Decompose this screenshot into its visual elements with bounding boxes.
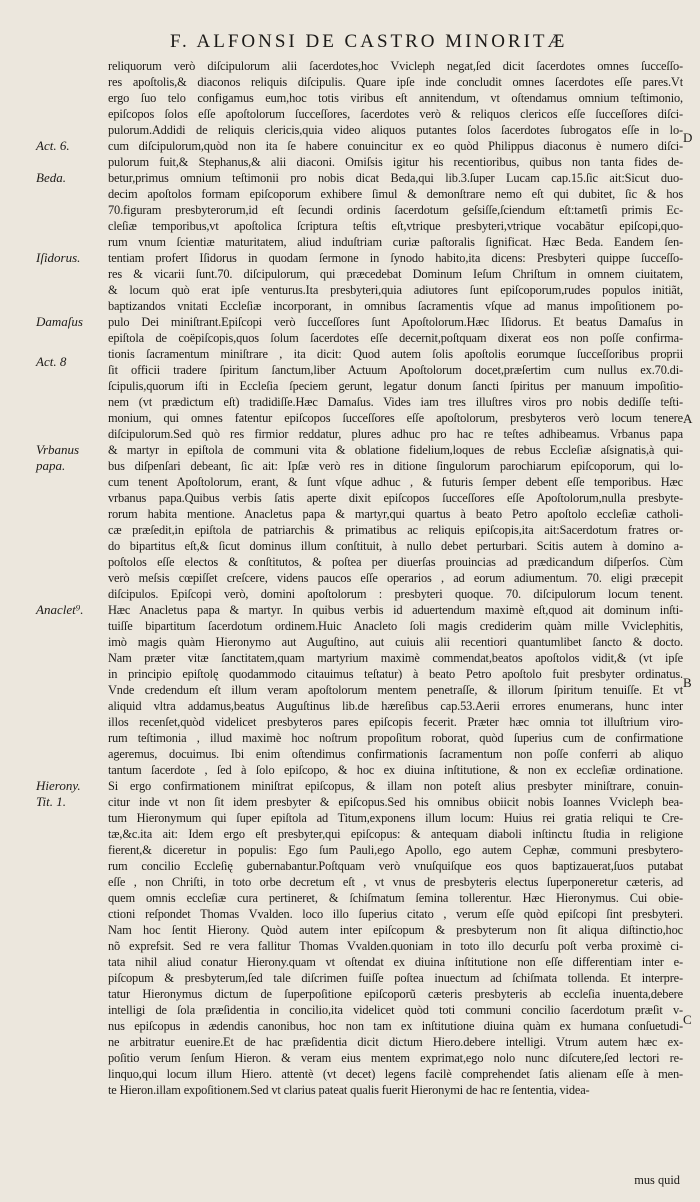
- text-line: piſcopum & presbyterum,ſed tale diſcrimen fuiſſe poſtea inuectum ad ſchiſmata tollenda. Et interpre-: [108, 971, 683, 985]
- text-line: eſſe , non Chriſti, in toto orbe decretum eſt , vt vnus de presbyteris electus ſuperponeretur cæteris, ad: [108, 875, 683, 889]
- text-line: ergo ſuo telo configamus eum,hoc totis viribus eſt annitendum, vt oſtendamus omnium teſtimonio,: [108, 91, 683, 105]
- text-line: imò magis quàm Hieronymo aut Auguſtino, aut cuiuis alii recentiori quantumlibet ſancto & docto.: [108, 635, 683, 649]
- section-letter-b: B: [683, 675, 692, 690]
- note-hieronymus: Hierony. Tit. 1.: [36, 778, 81, 809]
- text-line: linquo,qui locum illum Hiero. attentè (vt decet) legens facilè comprehendet ſatis alienam eſſe à men-: [108, 1067, 683, 1081]
- text-line: baptizandos vnitati Eccleſiæ incorporant, in omnibus ſacramentis vſque ad manus impoſitionem po-: [108, 299, 683, 313]
- text-line: nõ exprefsit. Sed re vera fallitur Thomas Vvalden.quoniam in toto illo decurſu poſt verba proximè ci-: [108, 939, 683, 953]
- text-line: cum diſcipulorum,quòd non ita ſe habere conuincitur ex eo quòd Philippus diaconus è numero diſci-: [108, 139, 683, 153]
- text-line: poſtolos eſſe electos & conſtitutos, & poſtea per diuerſas prouincias ad prædicandum diſperſos. Cùm: [108, 555, 683, 569]
- text-line: quem omnis eccleſiæ cura pertineret, & ſchiſmatum ſemina tollerentur. Hæc Hieronymus. Cui obie-: [108, 891, 683, 905]
- note-beda: Beda.: [36, 170, 66, 185]
- text-line: res apoſtolis,& diaconos reliquis diſcipulis. Quare ipſe inde concludit omnes ſacerdotes eſſe pares.Vt: [108, 75, 683, 89]
- text-line: citur inde vt non ſit idem presbyter & epiſcopus.Sed his omnibus obiicit nobis Ioannes Vvicleph bea-: [108, 795, 683, 809]
- margin-notes: [0, 0, 108, 1202]
- text-line: cum tenent Apoſtolorum, erant, & ſunt vſque adhuc , & futuris ſemper debent eſſe temporibus. Hæc: [108, 475, 683, 489]
- text-line: tatur Hieronymus dictum de ſuperpoſitione epiſcoporũ cæteris presbyteris ab eccleſia inuenta,debere: [108, 987, 683, 1001]
- text-line: vrbanus papa.Quibus verbis ſatis aperte dixit epiſcopos ſucceſſores eſſe Apoſtolorum,nulla presbyte-: [108, 491, 683, 505]
- note-acts-6: Act. 6.: [36, 138, 70, 153]
- body-text: [108, 58, 683, 1098]
- catchword: mus quid: [634, 1173, 680, 1187]
- text-line: do bipartitus eſt,& ſicut dominus illum conſtituit, à nullo debet perturbari. Scitis autem à domino a-: [108, 539, 683, 553]
- text-line: Si ergo confirmationem miniſtrat epiſcopus, & illam non poteſt alius presbyter miniſtrare, conuin-: [108, 779, 683, 793]
- running-head: F. ALFONSI DE CASTRO MINORITÆ: [170, 31, 568, 52]
- text-line: ſcipulis,quorum iſti in Eccleſia ſpeciem gerunt, legatur donum ſancti ſpiritus per manuum impoſitio-: [108, 379, 683, 393]
- text-line: rum vnum ſcientiæ maturitatem, aliud induſtriam curiæ paſtoralis ſignificat. Hæc Beda. Eandem ſen-: [108, 235, 683, 249]
- note-anacletus: Anaclet⁹.: [36, 602, 84, 617]
- text-line: Nam præter vitæ ſanctitatem,quam martyrium maximè commendat,beatos apoſtolos vidit,& (vt ipſe: [108, 651, 683, 665]
- text-line: Vnde credendum eſt illum veram apoſtolorum mentem penetraſſe, & illorum ſpiritum tenuiſſe. Et vt: [108, 683, 683, 697]
- text-line: res & vicarii ſunt.70. diſcipulorum, qui præcedebat Dominum Ieſum Chriſtum in omnem ciuitatem,: [108, 267, 683, 281]
- text-line: rum concilio Eccleſię gubernabantur.Poſtquam verò vnuſquiſque eos quos baptizauerat,ſuos putabat: [108, 859, 683, 873]
- text-line: Nam hoc ſentit Hierony. Quòd autem inter epiſcopum & presbyterum non ſit aliqua diſtinctio,hoc: [108, 923, 683, 937]
- text-line: ageremus, docuimus. Ibi enim oſtendimus confirmationis ſacramentum non poſſe conferri ab aliquo: [108, 747, 683, 761]
- text-line: Hæc Anacletus papa & martyr. In quibus verbis id aduertendum maximè eſt,quod ait dominum inſti-: [108, 603, 683, 617]
- section-letter-d: D: [683, 130, 693, 145]
- text-line: in principio epiſtolę quodammodo citauimus teſtatur) à beato Petro apoſtolo fuit presbyter ordinatus.: [108, 667, 683, 681]
- text-line: rorum habita mentione. Anacletus papa & martyr,qui quartus à beato Petro apoſtolo eccleſiæ catholi-: [108, 507, 683, 521]
- text-line: diſcipulos. Epiſcopi verò, domini apoſtolorum : presbyteri quoque. 70. diſcipulorum locum tenent.: [108, 587, 683, 601]
- note-isidorus: Iſidorus.: [36, 250, 81, 265]
- text-line: ſit officii tradere ſpiritum ſanctum,liber Actuum Apoſtolorum docet,præſertim cum nullus ex.70.di-: [108, 363, 683, 377]
- text-line: tentiam profert Iſidorus in quodam ſermone in ſynodo habito,ita dicens: Presbyteri quippe ſucceſſo-: [108, 251, 683, 265]
- text-line: tum Hieronymum qui ſuper epiſtola ad Titum,exponens illum locum: Huius rei gratia reliqui te Cre-: [108, 811, 683, 825]
- text-line: tæ,&c.ita ait: Idem ergo eſt presbyter,qui epiſcopus: & antequam diaboli inſtinctu ſtudia in religione: [108, 827, 683, 841]
- text-line: poſitio verum ſenſum Hieron. & veram eius mentem exprimat,ego nolo nunc diſcutere,ſed lectori re-: [108, 1051, 683, 1065]
- note-damasus: Damaſus: [36, 314, 83, 329]
- text-line: cleſiæ temporibus,vt apoſtolica ſcriptura teſtis eſt,vtrique presbyteri,vtrique vocabãtur epiſcopi,quo-: [108, 219, 683, 233]
- text-line: tionis ſacramentum miniſtrare , ita dicit: Quod autem ſolis apoſtolis eorumque ſucceſſoribus proprii: [108, 347, 683, 361]
- text-line: nus epiſcopus in ædendis canonibus, hoc non tam ex inſtitutione diuina quàm ex humana conſuetudi-: [108, 1019, 683, 1033]
- text-line: epiſtola de coëpiſcopis,quos ſolum ſacerdotes eſſe decernit,poſtquam dixerat eos non poſſe confirma-: [108, 331, 683, 345]
- text-line: nem (vt prædictum eſt) tradidiſſe.Hæc Damaſus. Vides iam tres illuſtres viros pro nobis dediſſe teſti-: [108, 395, 683, 409]
- text-line: pulorum.Addidi de reliquis clericis,quia video aliquos putantes ſolos ſacerdotes ſubrogatos eſſe in lo-: [108, 123, 683, 137]
- note-urbanus: Vrbanus papa.: [36, 442, 80, 473]
- text-line: & locum quò erat ipſe venturus.Ita presbyteri,quia adiutores ſunt epiſcoporum,rudes populos initiãt,: [108, 283, 683, 297]
- text-line: diſcipulorum.Sed quò res firmior reddatur, plures adhuc pro hac re teſtes adhibeamus. Vrbanus papa: [108, 427, 683, 441]
- text-line: & martyr in epiſtola de communi vita & oblatione fidelium,loques de rebus Eccleſiæ aſsignatis,à qui-: [108, 443, 683, 457]
- text-line: decim apoſtolos formam epiſcoporum exhibere ſimul & demonſtrare nemo eſt qui dubitet, ſic & hos: [108, 187, 683, 201]
- text-line: ctioni reſpondet Thomas Vvalden. loco illo ſuperius citato , verum eſſe quòd epiſcopi ſint presbyteri.: [108, 907, 683, 921]
- text-line: te Hieron.illam expoſitionem.Sed vt clarius pateat qualis fuerit Hieronymi de hac re ſententia, videa-: [108, 1083, 590, 1097]
- text-line: pulorum fuit,& Stephanus,& alii diaconi. Omiſsis igitur his recentioribus, quibus non tanta fides de-: [108, 155, 683, 169]
- text-line: aliquid vltra addamus,beatus Auguſtinus lib.de hæreſibus cap.53.Aerii errores enumerans, hunc inter: [108, 699, 683, 713]
- text-line: 70.figuram presbyterorum,id eſt ſecundi ordinis ſacerdotum geſsiſſe,ſciendum eſt:tametſi primis Ec-: [108, 203, 683, 217]
- text-line: betur,primus omnium teſtimonii pro nobis dicat Beda,qui lib.3.ſuper Lucam cap.15.ſic ait:Sicut duo-: [108, 171, 683, 185]
- text-line: cæ præſedit,in epiſtola de patriarchis & primatibus ac reliquis epiſcopis,ita ait:Sacerdotum fratres or-: [108, 523, 683, 537]
- text-line: reliquorum verò diſcipulorum alii ſacerdotes,hoc Vvicleph negat,ſed dicit ſacerdotes omnes ſucceſſo-: [108, 59, 683, 73]
- text-line: illos recenſet,quòd videlicet presbyteros pares epiſcopis fecerit. Præter hæc omnia tot illuſtrium viro-: [108, 715, 683, 729]
- text-line: monium, qui omnes fatentur epiſcopos ſucceſſores eſſe apoſtolorum, presbyteros verò locum tenere: [108, 411, 683, 425]
- text-line: pulo Dei miniſtrant.Epiſcopi verò ſucceſſores ſunt Apoſtolorum.Hæc Iſidorus. Et beatus Damaſus in: [108, 315, 683, 329]
- section-letter-a: A: [683, 411, 693, 426]
- text-line: tuiſſe bipartitum ſacerdotum ordinem.Huic Anacleto ſoli magis crediderim quàm mille Vviclephitis,: [108, 619, 683, 633]
- text-line: verò meſsis cœpiſſet creſcere, videns paucos eſſe operarios , ad eorum adiumentum. 70. eligi præcepit: [108, 571, 683, 585]
- text-line: intelligi de ſola præſidentia in concilio,ita videlicet quòd toti communi concilio ſacerdotum præſit v-: [108, 1003, 683, 1017]
- section-letter-c: C: [683, 1012, 692, 1027]
- text-line: epiſcopos ſolos eſſe apoſtolorum ſucceſſores, ſacerdotes verò & reliquos clericos eſſe ſucceſſores diſci-: [108, 107, 683, 121]
- text-line: tata nihil aliud conatur Hierony.quam vt oſtendat ex diuina inſtitutione non eſſe differentiam inter e-: [108, 955, 683, 969]
- note-acts-8: Act. 8: [36, 354, 67, 369]
- text-line: rum teſtimonia , illud maximè hoc noſtrum propoſitum roborat, quòd ſuperius cum de confirmatione: [108, 731, 683, 745]
- text-line: fierent,& diceretur in populis: Ego ſum Pauli,ego Apollo, ego autem Cephæ, communi presbytero-: [108, 843, 683, 857]
- text-line: bus diſpenſari debeant, ſic ait: Ipſæ verò res in ditione ſingulorum parochiarum epiſcoporum, qui lo-: [108, 459, 683, 473]
- text-line: tantum ſacerdote , ſed à ſolo epiſcopo, & hoc ex diuina inſtitutione, & non ex eccleſiæ ordinatione.: [108, 763, 683, 777]
- text-line: ne arbitratur euenire.Et de hac præſidentia dicit dictum Hiero.debere intelligi. Vtrum autem hæc ex-: [108, 1035, 683, 1049]
